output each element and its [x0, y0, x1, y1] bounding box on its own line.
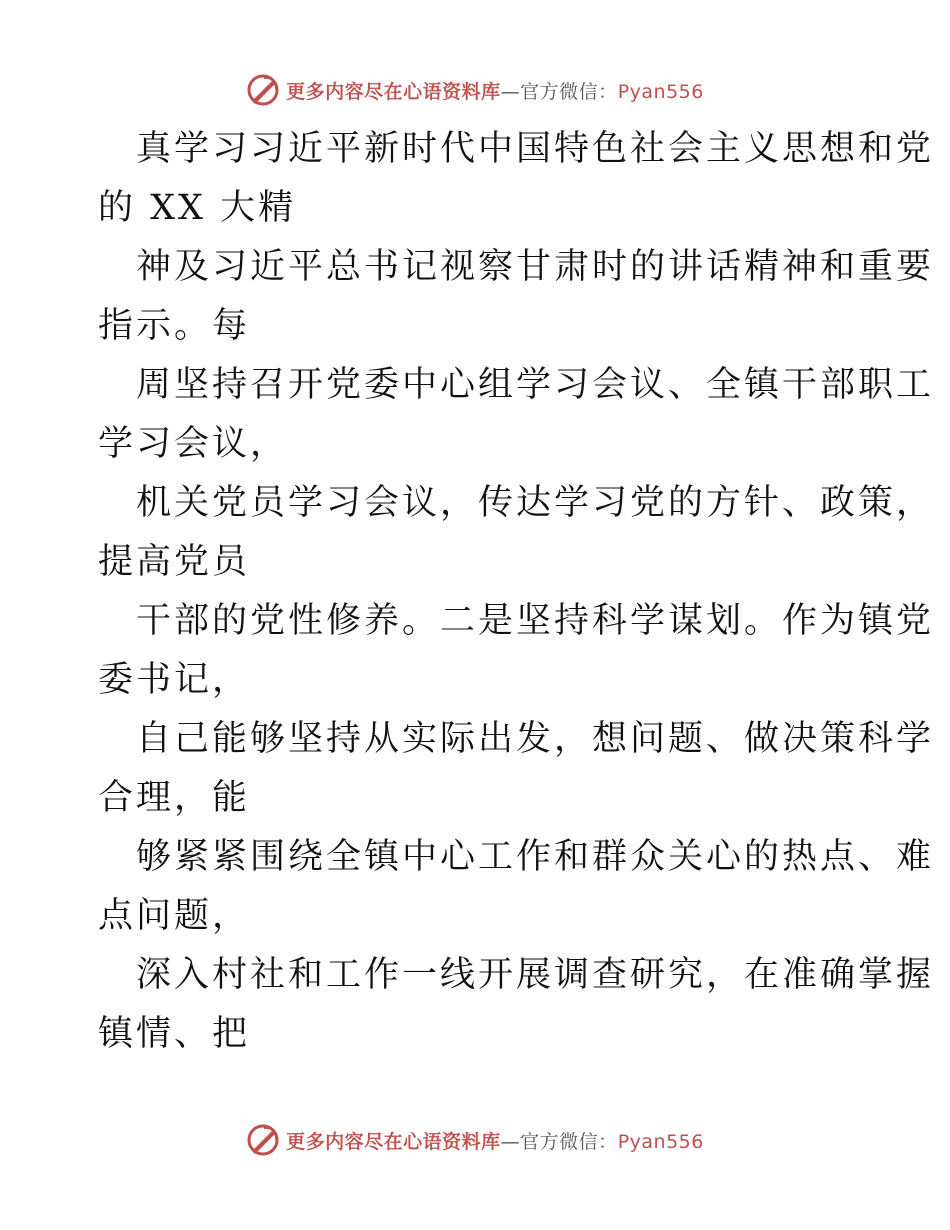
text-line: 机关党员学习会议，传达学习党的方针、政策，	[136, 483, 935, 523]
header-banner	[0, 70, 950, 110]
text-line: 周坚持召开党委中心组学习会议、全镇干部职工	[136, 365, 935, 405]
text-line: 点问题，	[98, 896, 251, 936]
text-line: 真学习习近平新时代中国特色社会主义思想和党	[136, 129, 935, 169]
banner-wechat-id: Pyan556	[617, 80, 704, 103]
text-line: 镇情、把	[98, 1014, 251, 1054]
text-line: 够紧紧围绕全镇中心工作和群众关心的热点、难	[136, 837, 935, 877]
text-line: 提高党员	[98, 542, 251, 582]
footer-banner	[0, 1120, 950, 1160]
text-line: 指示。每	[98, 306, 251, 346]
text-line: 干部的党性修养。二是坚持科学谋划。作为镇党	[136, 601, 935, 641]
quill-pen-logo-icon	[246, 73, 280, 107]
text-line: 委书记，	[98, 660, 251, 700]
text-line: 神及习近平总书记视察甘肃时的讲话精神和重要	[136, 247, 935, 287]
banner-text	[286, 1127, 704, 1154]
banner-wechat-label: —官方微信：	[500, 1130, 618, 1153]
banner-wechat-id: Pyan556	[617, 1130, 704, 1153]
banner-site-name: 更多内容尽在心语资料库	[286, 80, 501, 103]
banner-wechat-label: —官方微信：	[500, 80, 618, 103]
text-line: 合理，能	[98, 778, 251, 818]
banner-text	[286, 77, 704, 104]
text-line: 的 XX 大精	[98, 188, 297, 228]
document-body	[98, 120, 935, 1064]
quill-pen-logo-icon	[246, 1123, 280, 1157]
text-line: 学习会议，	[98, 424, 289, 464]
text-line: 自己能够坚持从实际出发，想问题、做决策科学	[136, 719, 935, 759]
text-line: 深入村社和工作一线开展调查研究，在准确掌握	[136, 955, 935, 995]
banner-site-name: 更多内容尽在心语资料库	[286, 1130, 501, 1153]
